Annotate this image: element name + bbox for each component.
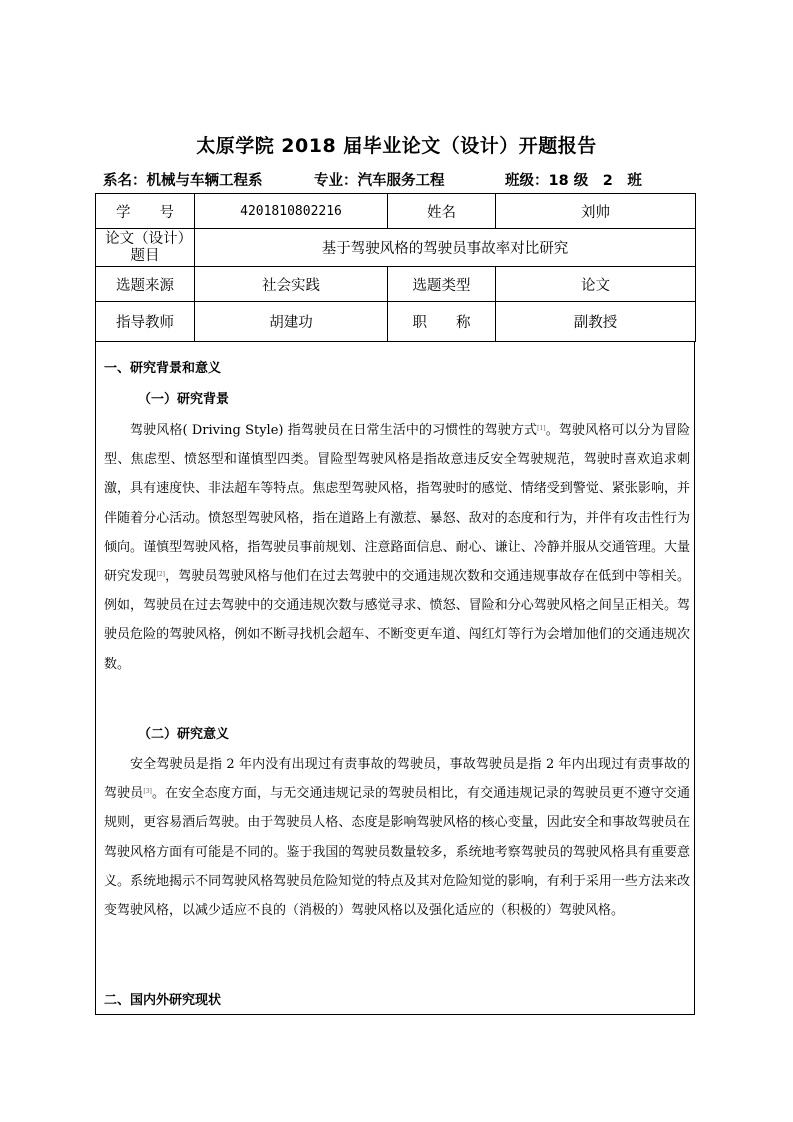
type-label: 选题类型 <box>388 267 496 302</box>
section-title-background: 一、研究背景和意义 <box>104 361 222 376</box>
student-id-label: 学 号 <box>96 194 195 229</box>
paragraph-text: 。在安全态度方面，与无交通违规记录的驾驶员相比，有交通违规记录的驾驶员更不遵守交通规则，更容易酒后驾驶。由于驾驶员人格、态度是影响驾驶风格的核心变量，因此安全和事故驾驶员在驾驶风格方面有可能是不同的。鉴于我国的驾驶员数量较多，系统地考察驾驶员的驾驶风格具有重要意义。系统地揭示不同驾驶风格驾驶员危险知觉的特点及其对危险知觉的影响，有利于采用一些方法来改变驾驶风格，以减少适应不良的（消极的）驾驶风格以及强化适应的（积极的）驾驶风格。 <box>104 786 690 919</box>
topic-value: 基于驾驶风格的驾驶员事故率对比研究 <box>195 229 696 267</box>
citation-3: [3] <box>143 788 152 796</box>
advisor-title-label: 职 称 <box>388 302 496 342</box>
info-table <box>95 193 696 342</box>
content-box <box>95 341 695 1015</box>
citation-2: [2] <box>156 571 165 579</box>
table-row <box>96 302 696 342</box>
page-title: 太原学院 2018 届毕业论文（设计）开题报告 <box>196 135 597 157</box>
paragraph-text: 驾驶风格( Driving Style) 指驾驶员在日常生活中的习惯性的驾驶方式 <box>130 423 538 438</box>
subsection-title-significance: （二）研究意义 <box>138 727 230 742</box>
department-label: 系名：机械与车辆工程系 <box>103 173 263 189</box>
type-value: 论文 <box>496 267 696 302</box>
class-label: 班级：18 级 2 班 <box>505 173 642 189</box>
advisor-title-value: 副教授 <box>496 302 696 342</box>
section-title-status: 二、国内外研究现状 <box>104 993 222 1008</box>
name-label: 姓名 <box>388 194 496 229</box>
table-row <box>96 194 696 229</box>
name-value: 刘帅 <box>496 194 696 229</box>
subsection-title-background: （一）研究背景 <box>138 392 230 407</box>
table-row <box>96 229 696 267</box>
advisor-label: 指导教师 <box>96 302 195 342</box>
paragraph-text: ，驾驶员驾驶风格与他们在过去驾驶中的交通违规次数和交通违规事故存在低到中等相关。例如，驾驶员在过去驾驶中的交通违规次数与感觉寻求、愤怒、冒险和分心驾驶风格之间呈正相关。驾驶员危险的驾驶风格，例如不断寻找机会超车、不断变更车道、闯红灯等行为会增加他们的交通违规次数。 <box>104 569 690 672</box>
source-value: 社会实践 <box>195 267 388 302</box>
paragraph-text: 安全驾驶员是指 2 年内没有出现过有责事故的驾驶员，事故驾驶员是指 2 年内出现过有责事故的驾驶员 <box>104 757 690 802</box>
paragraph-significance <box>104 750 690 925</box>
paragraph-text: 。驾驶风格可以分为冒险型、焦虑型、愤怒型和谨慎型四类。冒险型驾驶风格是指故意违反安全驾驶规范，驾驶时喜欢追求刺激，具有速度快、非法超车等特点。焦虑型驾驶风格，指驾驶时的感觉、情绪受到警觉、紧张影响，并伴随着分心活动。愤怒型驾驶风格，指在道路上有激惹、暴怒、敌对的态度和行为，并伴有攻击性行为倾向。谨慎型驾驶风格，指驾驶员事前规划、注意路面信息、耐心、谦让、冷静并服从交通管理。大量研究发现 <box>104 423 690 585</box>
major-label: 专业：汽车服务工程 <box>314 173 445 189</box>
paragraph-background <box>104 416 690 679</box>
topic-label: 论文（设计）题目 <box>96 229 195 267</box>
advisor-value: 胡建功 <box>195 302 388 342</box>
student-id-value: 4201810802216 <box>195 194 388 229</box>
table-row <box>96 267 696 302</box>
source-label: 选题来源 <box>96 267 195 302</box>
citation-1: [1] <box>537 425 546 432</box>
